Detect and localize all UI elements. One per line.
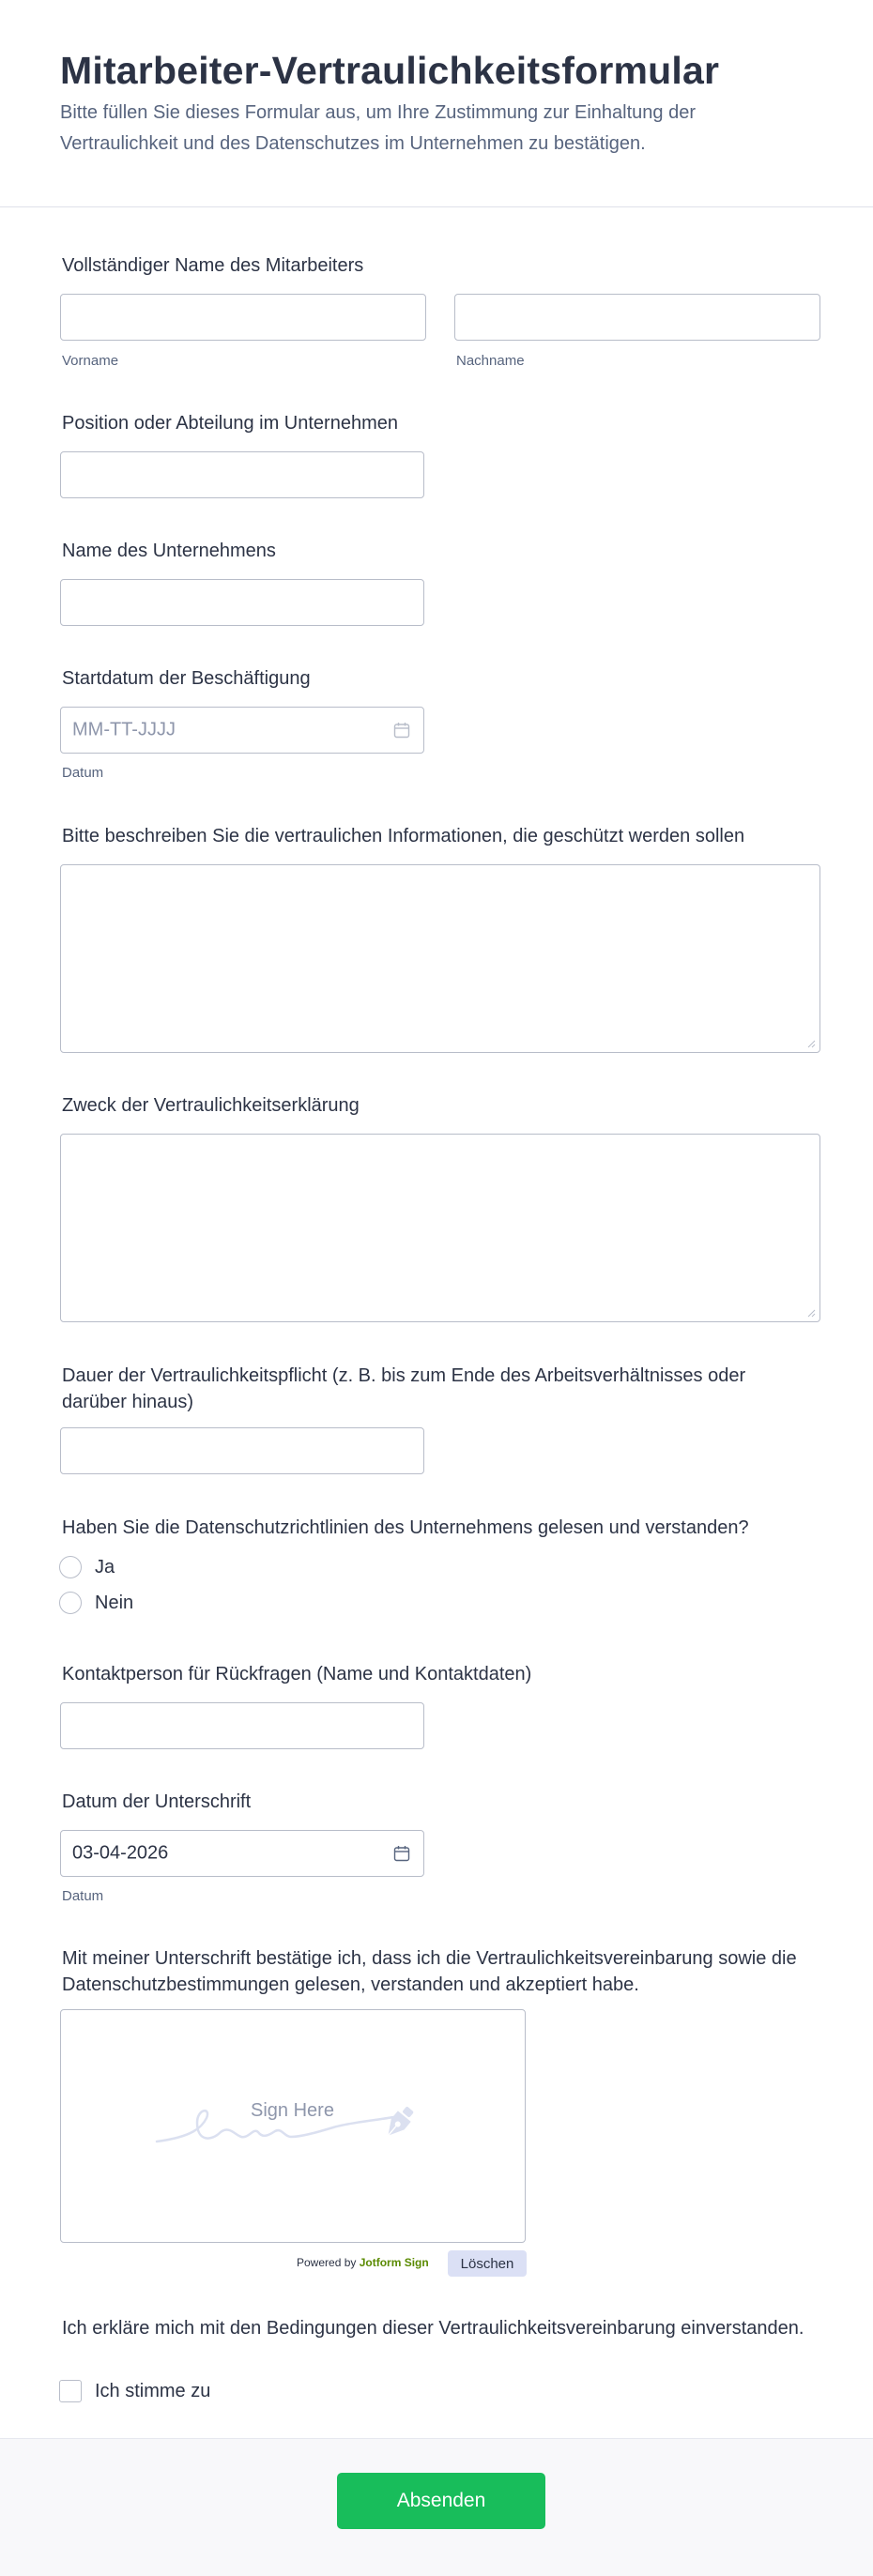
form-title: Mitarbeiter-Vertraulichkeitsformular (60, 49, 720, 92)
powered-by-prefix: Powered by (297, 2256, 357, 2269)
submit-button[interactable]: Absenden (337, 2473, 545, 2529)
pen-nib-icon (378, 2102, 420, 2143)
calendar-icon[interactable] (393, 722, 410, 739)
position-input[interactable] (60, 451, 424, 498)
contact-label: Kontaktperson für Rückfragen (Name und Kontaktdaten) (62, 1664, 532, 1684)
duration-label: Dauer der Vertraulichkeitspflicht (z. B. bis zum Ende des Arbeitsverhältnisses oder darüber hinaus) (62, 1365, 746, 1412)
start-date-label: Startdatum der Beschäftigung (62, 668, 311, 689)
purpose-label: Zweck der Vertraulichkeitserklärung (62, 1095, 360, 1116)
start-date-placeholder: MM-TT-JJJJ (72, 719, 176, 740)
info-label: Bitte beschreiben Sie die vertraulichen Informationen, die geschützt werden sollen (62, 826, 745, 846)
resize-handle-icon[interactable] (806, 1308, 816, 1318)
start-date-sublabel: Datum (62, 765, 104, 781)
radio-nein-label[interactable]: Nein (95, 1593, 134, 1613)
radio-ja[interactable] (59, 1556, 82, 1578)
company-input[interactable] (60, 579, 424, 626)
first-name-input[interactable] (60, 294, 426, 341)
calendar-icon[interactable] (393, 1845, 410, 1862)
duration-input[interactable] (60, 1427, 424, 1474)
agree-checkbox-label[interactable]: Ich stimme zu (95, 2381, 211, 2401)
sign-date-value: 03-04-2026 (72, 1842, 169, 1864)
info-textarea[interactable] (60, 864, 820, 1053)
sign-date-input[interactable] (60, 1830, 424, 1877)
resize-handle-icon[interactable] (806, 1039, 816, 1048)
start-date-input[interactable] (60, 707, 424, 754)
contact-input[interactable] (60, 1702, 424, 1749)
purpose-textarea[interactable] (60, 1134, 820, 1322)
header-divider (0, 206, 873, 207)
company-label: Name des Unternehmens (62, 541, 276, 561)
powered-by (297, 2256, 429, 2269)
agree-label: Ich erkläre mich mit den Bedingungen dieser Vertraulichkeitsvereinbarung einverstanden. (62, 2318, 804, 2339)
clear-signature-button[interactable]: Löschen (448, 2250, 527, 2277)
sign-date-label: Datum der Unterschrift (62, 1791, 252, 1812)
position-label: Position oder Abteilung im Unternehmen (62, 413, 398, 434)
last-name-sublabel: Nachname (456, 353, 525, 369)
powered-by-brand[interactable]: Jotform Sign (359, 2256, 429, 2269)
name-label: Vollständiger Name des Mitarbeiters (62, 255, 364, 276)
signature-placeholder: Sign Here (251, 2100, 334, 2121)
radio-nein[interactable] (59, 1592, 82, 1614)
signature-label: Mit meiner Unterschrift bestätige ich, dass ich die Vertraulichkeitsvereinbarung sowie die Datenschutzbestimmungen gelesen, verstanden und akzeptiert habe. (62, 1948, 797, 1995)
form-subtitle: Bitte füllen Sie dieses Formular aus, um Ihre Zustimmung zur Einhaltung der Vertraulichkeit und des Datenschutzes im Unternehmen zu bestätigen. (60, 102, 696, 154)
agree-checkbox[interactable] (59, 2380, 82, 2402)
signature-pad[interactable] (60, 2009, 526, 2243)
privacy-label: Haben Sie die Datenschutzrichtlinien des Unternehmens gelesen und verstanden? (62, 1517, 749, 1538)
sign-date-sublabel: Datum (62, 1888, 104, 1904)
last-name-input[interactable] (454, 294, 820, 341)
first-name-sublabel: Vorname (62, 353, 119, 369)
radio-ja-label[interactable]: Ja (95, 1557, 115, 1578)
